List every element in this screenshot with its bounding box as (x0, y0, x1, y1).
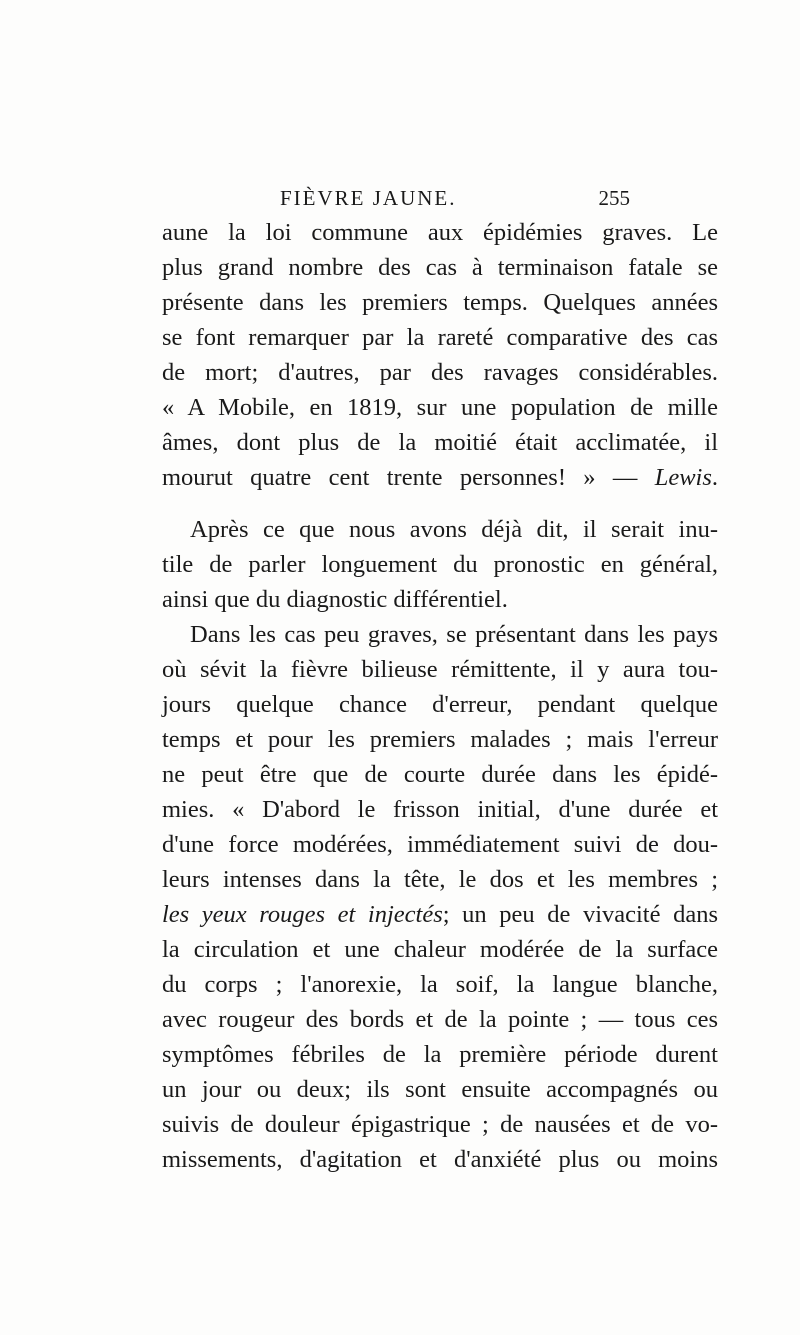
text-line: tile de parler longuement du pronostic en général, (162, 551, 718, 578)
text-line: se font remarquer par la rareté comparative des cas (162, 324, 718, 351)
text-line-with-italic (162, 897, 718, 932)
text-segment: mourut quatre cent trente personnes! » — (162, 464, 655, 491)
text-line: d'une force modérées, immédiatement suivi de dou- (162, 831, 718, 858)
text-segment: . (711, 464, 718, 491)
paragraph-2 (162, 512, 718, 617)
text-line: leurs intenses dans la tête, le dos et les membres ; (162, 866, 718, 893)
text-line: Après ce que nous avons déjà dit, il serait inu- (190, 516, 718, 543)
text-line: la circulation et une chaleur modérée de la surface (162, 936, 718, 963)
text-line: avec rougeur des bords et de la pointe ; — tous ces (162, 1006, 718, 1033)
text-line: jours quelque chance d'erreur, pendant quelque (162, 691, 718, 718)
text-line: suivis de douleur épigastrique ; de nausées et de vo- (162, 1111, 718, 1138)
text-line: aune la loi commune aux épidémies graves. Le (162, 219, 718, 246)
text-line-with-citation (162, 460, 718, 495)
text-line: missements, d'agitation et d'anxiété plus ou moins (162, 1146, 718, 1173)
text-line: un jour ou deux; ils sont ensuite accompagnés ou (162, 1076, 718, 1103)
text-segment: ; un peu de vivacité dans (442, 901, 718, 928)
paragraph-3 (162, 617, 718, 1177)
page-header (240, 186, 630, 216)
text-line: ainsi que du diagnostic différentiel. (162, 586, 508, 613)
text-line: où sévit la fièvre bilieuse rémittente, il y aura tou- (162, 656, 718, 683)
text-line: du corps ; l'anorexie, la soif, la langue blanche, (162, 971, 718, 998)
page-number: 255 (598, 186, 630, 210)
paragraph-1 (162, 215, 718, 495)
text-line: plus grand nombre des cas à terminaison fatale se (162, 254, 718, 281)
author-citation: Lewis (654, 464, 712, 491)
text-line: symptômes fébriles de la première période durent (162, 1041, 718, 1068)
text-line: Dans les cas peu graves, se présentant dans les pays (190, 621, 718, 648)
running-head: FIÈVRE JAUNE. (280, 186, 457, 210)
paragraph-gap (162, 495, 718, 512)
text-line: présente dans les premiers temps. Quelques années (162, 289, 718, 316)
text-line: de mort; d'autres, par des ravages considérables. (162, 359, 718, 386)
body-text (162, 215, 718, 1177)
text-line: âmes, dont plus de la moitié était acclimatée, il (162, 429, 718, 456)
italic-phrase: les yeux rouges et injectés (162, 901, 443, 928)
text-line: temps et pour les premiers malades ; mais l'erreur (162, 726, 718, 753)
text-line: ne peut être que de courte durée dans les épidé- (162, 761, 718, 788)
text-line: mies. « D'abord le frisson initial, d'une durée et (162, 796, 718, 823)
text-line: « A Mobile, en 1819, sur une population de mille (162, 394, 718, 421)
